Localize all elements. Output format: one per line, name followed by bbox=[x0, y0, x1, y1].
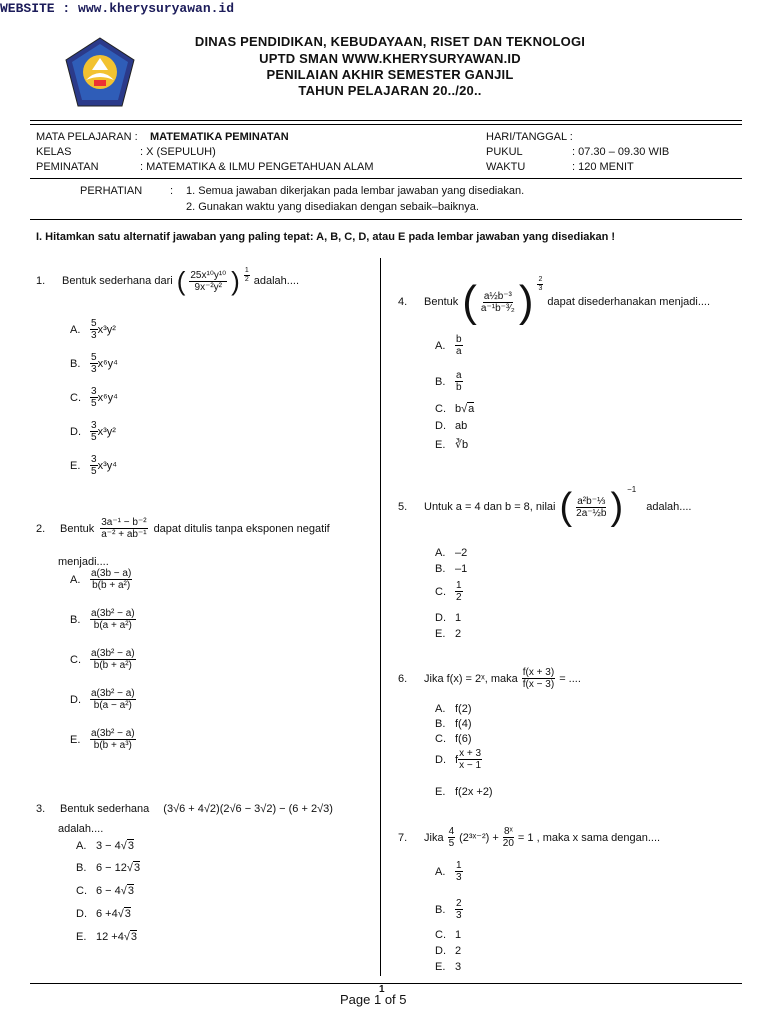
q5-fraction bbox=[576, 496, 606, 519]
q2-option-num: a(3b² − a) bbox=[91, 648, 135, 659]
q3-number: 3. bbox=[36, 803, 46, 815]
sqrt-icon: √ bbox=[123, 930, 130, 943]
page-number: Page 1 of 5 bbox=[340, 992, 407, 1007]
perhatian-colon: : bbox=[170, 185, 174, 197]
q4-exp-num: 2 bbox=[538, 275, 543, 283]
q4-option-text: ∛b bbox=[455, 439, 469, 451]
q7-option-1 bbox=[435, 860, 463, 883]
q2-frac-den: a⁻² + ab⁻¹ bbox=[101, 529, 147, 540]
q1-option-letter: B. bbox=[70, 357, 81, 370]
q3-option-text: 3 − 4 bbox=[96, 839, 121, 852]
q6-option-4 bbox=[435, 748, 482, 771]
q2-option-4 bbox=[70, 688, 136, 711]
q7-text-post: = 1 , maka x sama dengan.... bbox=[517, 831, 661, 844]
q2-option-letter: D. bbox=[70, 693, 81, 706]
q4-option-fraction bbox=[455, 334, 463, 357]
q4-option-den: a bbox=[456, 346, 462, 357]
footer-rule bbox=[30, 983, 742, 984]
q7-option-letter: E. bbox=[435, 961, 446, 973]
q2-option-letter: A. bbox=[70, 573, 81, 586]
header-line-1: DINAS PENDIDIKAN, KEBUDAYAAN, RISET DAN TEKNOLOGI bbox=[194, 34, 586, 49]
q5-option-letter: B. bbox=[435, 563, 446, 575]
perhatian-item-1: 1. Semua jawaban dikerjakan pada lembar jawaban yang disediakan. bbox=[186, 185, 525, 197]
q6-frac-num: f(x + 3) bbox=[522, 667, 555, 678]
q2-option-den: b(b + a²) bbox=[92, 580, 131, 591]
q1-option-5 bbox=[70, 454, 117, 477]
q1-fraction bbox=[189, 270, 227, 293]
q4-option-letter: C. bbox=[435, 402, 446, 415]
q5-text-pre: Untuk a = 4 dan b = 8, nilai bbox=[424, 501, 556, 513]
q7-fraction-2 bbox=[503, 826, 514, 849]
q2-option-5 bbox=[70, 728, 136, 751]
q6-option-3 bbox=[435, 733, 472, 745]
paren-right: ) bbox=[231, 266, 240, 296]
q7-frac2-num: 8ˣ bbox=[503, 826, 513, 837]
q5-option-1 bbox=[435, 547, 467, 559]
q5-text-post: adalah.... bbox=[646, 501, 692, 513]
q4-option-letter: A. bbox=[435, 339, 446, 352]
q4-fraction bbox=[481, 291, 515, 314]
q4-option-4 bbox=[435, 420, 467, 432]
q5-option-letter: D. bbox=[435, 612, 446, 624]
q2-text-post: dapat ditulis tanpa eksponen negatif bbox=[153, 522, 330, 535]
q7-option-num: 1 bbox=[456, 860, 462, 871]
q6-option-5 bbox=[435, 786, 493, 798]
q1-option-1 bbox=[70, 318, 116, 341]
q7-option-letter: A. bbox=[435, 865, 446, 878]
q3-option-5 bbox=[76, 930, 137, 943]
q4-exp-den: 3 bbox=[538, 284, 543, 292]
q1-option-fraction bbox=[90, 386, 98, 409]
q5-option-letter: A. bbox=[435, 547, 446, 559]
q3-option-text: 6 − 12 bbox=[96, 861, 127, 874]
q2-option-3 bbox=[70, 648, 136, 671]
question-6 bbox=[398, 667, 581, 690]
q4-option-text: ab bbox=[455, 420, 468, 432]
q2-option-fraction bbox=[90, 688, 136, 711]
q1-option-text: x³y² bbox=[97, 425, 116, 438]
q4-option-den: b bbox=[456, 382, 462, 393]
q1-option-den: 5 bbox=[91, 466, 97, 477]
q7-option-letter: C. bbox=[435, 929, 446, 941]
question-3 bbox=[36, 803, 333, 815]
q1-option-text: x⁶y⁴ bbox=[97, 357, 118, 370]
sqrt-icon: √ bbox=[126, 861, 133, 874]
mapel-value: MATEMATIKA PEMINATAN bbox=[150, 131, 289, 143]
q5-option-3 bbox=[435, 580, 463, 603]
q1-option-letter: D. bbox=[70, 425, 81, 438]
q2-fraction bbox=[100, 517, 147, 540]
q6-option-letter: D. bbox=[435, 753, 446, 766]
q6-option-2 bbox=[435, 718, 472, 730]
q1-option-fraction bbox=[90, 454, 98, 477]
q7-number: 7. bbox=[398, 831, 408, 844]
q3-option-letter: B. bbox=[76, 861, 87, 874]
q6-option-text: f(2x +2) bbox=[455, 786, 493, 798]
q2-option-num: a(3b² − a) bbox=[91, 608, 135, 619]
q2-option-num: a(3b² − a) bbox=[91, 688, 135, 699]
q3-option-letter: E. bbox=[76, 930, 87, 943]
q6-option-prefix: f bbox=[455, 753, 459, 766]
q4-option-letter: E. bbox=[435, 438, 446, 451]
q5-option-den: 2 bbox=[456, 592, 462, 603]
q6-fraction bbox=[522, 667, 555, 690]
q2-option-fraction bbox=[90, 648, 136, 671]
q3-text-post: adalah.... bbox=[58, 823, 104, 835]
q4-option-fraction bbox=[455, 370, 463, 393]
question-5 bbox=[398, 484, 692, 528]
q5-option-letter: C. bbox=[435, 585, 446, 598]
section-instruction: I. Hitamkan satu alternatif jawaban yang paling tepat: A, B, C, D, atau E pada lembar jawaban yang disediakan ! bbox=[36, 231, 616, 243]
q1-option-den: 3 bbox=[91, 330, 97, 341]
sqrt-icon: √ bbox=[117, 907, 124, 920]
q1-option-fraction bbox=[90, 318, 98, 341]
q2-option-1 bbox=[70, 568, 132, 591]
q2-option-den: b(b + a³) bbox=[93, 740, 132, 751]
q5-option-2 bbox=[435, 563, 467, 575]
q2-number: 2. bbox=[36, 522, 46, 535]
q1-exp-num: 1 bbox=[244, 266, 249, 274]
q3-option-4 bbox=[76, 907, 131, 920]
q7-option-text: 2 bbox=[455, 945, 462, 957]
kelas-value: : X (SEPULUH) bbox=[140, 146, 216, 158]
q3-option-radicand: 3 bbox=[133, 862, 141, 874]
q5-frac-num: a²b⁻⅓ bbox=[577, 495, 606, 507]
q2-option-fraction bbox=[90, 568, 132, 591]
q3-option-radicand: 3 bbox=[130, 931, 138, 943]
q4-frac-num: a½b⁻³ bbox=[483, 290, 512, 302]
q3-option-text: 12 +4 bbox=[96, 930, 124, 943]
q1-option-num: 3 bbox=[91, 386, 97, 397]
paren-right: ) bbox=[610, 486, 624, 528]
q1-option-2 bbox=[70, 352, 118, 375]
peminatan-value: : MATEMATIKA & ILMU PENGETAHUAN ALAM bbox=[140, 161, 374, 173]
q2-option-2 bbox=[70, 608, 136, 631]
paren-left: ( bbox=[559, 486, 573, 528]
q1-option-num: 3 bbox=[91, 454, 97, 465]
q6-option-den: x − 1 bbox=[459, 760, 482, 771]
q1-option-num: 5 bbox=[91, 318, 97, 329]
footer-mark: 1 bbox=[379, 984, 385, 995]
q4-exponent bbox=[537, 276, 543, 292]
q4-option-num: b bbox=[456, 334, 462, 345]
header-rule-bottom bbox=[30, 124, 742, 125]
q7-text-mid: (2³ˣ⁻²) + bbox=[459, 832, 499, 844]
q1-option-text: x³y⁴ bbox=[97, 459, 117, 472]
kelas-label: KELAS bbox=[36, 146, 72, 158]
q1-exp-den: 2 bbox=[244, 275, 249, 283]
question-1 bbox=[36, 268, 299, 294]
tut-wuri-handayani-logo bbox=[64, 36, 136, 108]
q1-option-fraction bbox=[90, 352, 98, 375]
header-rule-top bbox=[30, 120, 742, 121]
q1-option-den: 5 bbox=[91, 398, 97, 409]
q5-option-fraction bbox=[455, 580, 463, 603]
waktu-value: : 120 MENIT bbox=[572, 161, 634, 173]
q3-option-radicand: 3 bbox=[127, 840, 134, 852]
question-2 bbox=[36, 517, 330, 540]
pukul-label: PUKUL bbox=[486, 146, 523, 158]
q7-text-pre: Jika bbox=[424, 831, 444, 844]
q4-option-1 bbox=[435, 334, 463, 357]
q6-option-letter: A. bbox=[435, 703, 446, 715]
q1-option-num: 5 bbox=[91, 352, 97, 363]
q6-option-text: f(4) bbox=[455, 718, 472, 730]
q7-option-text: 3 bbox=[455, 961, 462, 973]
q1-option-fraction bbox=[90, 420, 98, 443]
q6-option-letter: B. bbox=[435, 718, 446, 730]
q3-option-radicand: 3 bbox=[124, 908, 131, 920]
q2-text-pre: Bentuk bbox=[60, 522, 95, 535]
q6-text-post: = .... bbox=[559, 672, 581, 685]
header-line-3: PENILAIAN AKHIR SEMESTER GANJIL bbox=[266, 67, 514, 82]
q7-option-2 bbox=[435, 898, 463, 921]
q4-text-pre: Bentuk bbox=[424, 296, 459, 308]
q1-number: 1. bbox=[36, 275, 46, 287]
q5-number: 5. bbox=[398, 501, 408, 513]
q5-option-text: 1 bbox=[455, 612, 462, 624]
q3-option-text: 6 − 4 bbox=[96, 884, 121, 897]
paren-left: ( bbox=[462, 277, 477, 326]
q7-option-num: 2 bbox=[456, 898, 462, 909]
q5-exponent: −1 bbox=[627, 484, 637, 494]
q6-number: 6. bbox=[398, 672, 408, 685]
mapel-label: MATA PELAJARAN : bbox=[36, 131, 138, 143]
sqrt-icon: √ bbox=[461, 402, 468, 415]
q6-option-letter: C. bbox=[435, 733, 446, 745]
q7-option-5 bbox=[435, 961, 461, 973]
q6-option-text: f(6) bbox=[455, 733, 472, 745]
q3-option-3 bbox=[76, 884, 134, 897]
q4-option-letter: B. bbox=[435, 375, 446, 388]
q4-option-num: a bbox=[456, 370, 462, 381]
q7-fraction-1 bbox=[448, 826, 456, 849]
q1-frac-num: 25x¹⁰y¹⁰ bbox=[190, 269, 227, 281]
q6-text-pre: Jika f(x) = 2ˣ, maka bbox=[424, 672, 518, 685]
peminatan-label: PEMINATAN bbox=[36, 161, 99, 173]
q7-frac1-den: 5 bbox=[448, 838, 455, 849]
q1-exponent bbox=[244, 267, 250, 283]
perhatian-label: PERHATIAN bbox=[80, 185, 143, 197]
q1-frac-den: 9x⁻²y² bbox=[194, 281, 223, 293]
q6-option-letter: E. bbox=[435, 786, 446, 798]
q3-option-letter: D. bbox=[76, 907, 87, 920]
question-4 bbox=[398, 275, 711, 326]
q4-number: 4. bbox=[398, 296, 408, 308]
q1-option-num: 3 bbox=[91, 420, 97, 431]
waktu-label: WAKTU bbox=[486, 161, 526, 173]
q4-option-letter: D. bbox=[435, 420, 446, 432]
q1-option-text: x⁶y⁴ bbox=[97, 391, 118, 404]
q6-option-fraction bbox=[458, 748, 482, 771]
q7-option-text: 1 bbox=[455, 929, 462, 941]
q6-option-text: f(2) bbox=[455, 703, 472, 715]
q2-frac-num: 3a⁻¹ − b⁻² bbox=[101, 517, 147, 528]
q2-option-num: a(3b − a) bbox=[91, 568, 132, 579]
q5-option-4 bbox=[435, 612, 461, 624]
q7-option-4 bbox=[435, 945, 461, 957]
hari-label: HARI/TANGGAL : bbox=[486, 131, 573, 143]
column-divider bbox=[380, 258, 381, 976]
q4-option-3 bbox=[435, 402, 474, 415]
q2-option-letter: E. bbox=[70, 733, 81, 746]
pukul-value: : 07.30 – 09.30 WIB bbox=[572, 146, 670, 158]
q2-text-post-2: menjadi.... bbox=[58, 556, 109, 568]
q1-text-pre: Bentuk sederhana dari bbox=[62, 275, 173, 287]
perhatian-rule bbox=[30, 219, 742, 220]
q3-option-2 bbox=[76, 861, 140, 874]
q5-option-letter: E. bbox=[435, 628, 446, 640]
q1-option-3 bbox=[70, 386, 118, 409]
q7-option-letter: D. bbox=[435, 945, 446, 957]
q3-option-letter: A. bbox=[76, 839, 87, 852]
website-url: WEBSITE : www.kherysuryawan.id bbox=[0, 1, 235, 16]
q2-option-fraction bbox=[90, 728, 136, 751]
q4-option-radicand: a bbox=[468, 403, 475, 415]
q2-option-letter: C. bbox=[70, 653, 81, 666]
q2-option-letter: B. bbox=[70, 613, 81, 626]
header-line-4: TAHUN PELAJARAN 20../20.. bbox=[298, 83, 482, 98]
q2-option-den: b(b + a²) bbox=[93, 660, 132, 671]
sqrt-icon: √ bbox=[120, 884, 127, 897]
q1-option-den: 3 bbox=[91, 364, 97, 375]
q1-option-den: 5 bbox=[91, 432, 97, 443]
header-line-2: UPTD SMAN WWW.KHERYSURYAWAN.ID bbox=[259, 51, 521, 66]
q5-option-num: 1 bbox=[456, 580, 462, 591]
perhatian-item-2: 2. Gunakan waktu yang disediakan dengan sebaik–baiknya. bbox=[186, 201, 479, 213]
q3-expression: (3√6 + 4√2)(2√6 − 3√2) − (6 + 2√3) bbox=[163, 803, 333, 815]
q2-option-den: b(a − a²) bbox=[93, 700, 132, 711]
paren-left: ( bbox=[176, 266, 186, 296]
q1-option-letter: A. bbox=[70, 323, 81, 336]
q5-option-text: –1 bbox=[455, 563, 468, 575]
q3-text-pre: Bentuk sederhana bbox=[60, 803, 150, 815]
q3-option-1 bbox=[76, 839, 134, 852]
q5-option-5 bbox=[435, 628, 461, 640]
q4-option-2 bbox=[435, 370, 463, 393]
q2-option-num: a(3b² − a) bbox=[91, 728, 135, 739]
q7-option-letter: B. bbox=[435, 903, 446, 916]
q3-option-text: 6 +4 bbox=[96, 907, 118, 920]
q7-option-den: 3 bbox=[456, 872, 462, 883]
q7-option-den: 3 bbox=[456, 910, 462, 921]
q1-option-letter: C. bbox=[70, 391, 81, 404]
q6-frac-den: f(x − 3) bbox=[522, 679, 555, 690]
q1-option-text: x³y² bbox=[97, 323, 116, 336]
q1-option-4 bbox=[70, 420, 116, 443]
q1-option-letter: E. bbox=[70, 459, 81, 472]
q5-option-text: 2 bbox=[455, 628, 462, 640]
q5-option-text: –2 bbox=[455, 547, 468, 559]
q6-option-1 bbox=[435, 703, 472, 715]
q7-option-fraction bbox=[455, 860, 463, 883]
q2-option-den: b(a + a²) bbox=[93, 620, 132, 631]
q7-option-fraction bbox=[455, 898, 463, 921]
q7-option-3 bbox=[435, 929, 461, 941]
question-7 bbox=[398, 826, 660, 849]
q4-option-5 bbox=[435, 438, 468, 451]
q5-frac-den: 2a⁻½b bbox=[576, 507, 607, 519]
q3-option-letter: C. bbox=[76, 884, 87, 897]
paren-right: ) bbox=[518, 277, 534, 326]
q6-option-num: x + 3 bbox=[459, 748, 482, 759]
q2-option-fraction bbox=[90, 608, 136, 631]
q4-option-text: b bbox=[455, 402, 462, 415]
q7-frac2-den: 20 bbox=[502, 838, 514, 849]
q7-frac1-num: 4 bbox=[448, 826, 455, 837]
q3-option-radicand: 3 bbox=[127, 885, 134, 897]
q1-text-post: adalah.... bbox=[253, 275, 300, 287]
q4-frac-den: a⁻¹b⁻³⁄₂ bbox=[480, 302, 515, 314]
q4-text-post: dapat disederhanakan menjadi.... bbox=[547, 296, 711, 308]
sqrt-icon: √ bbox=[120, 839, 127, 852]
info-rule bbox=[30, 178, 742, 179]
